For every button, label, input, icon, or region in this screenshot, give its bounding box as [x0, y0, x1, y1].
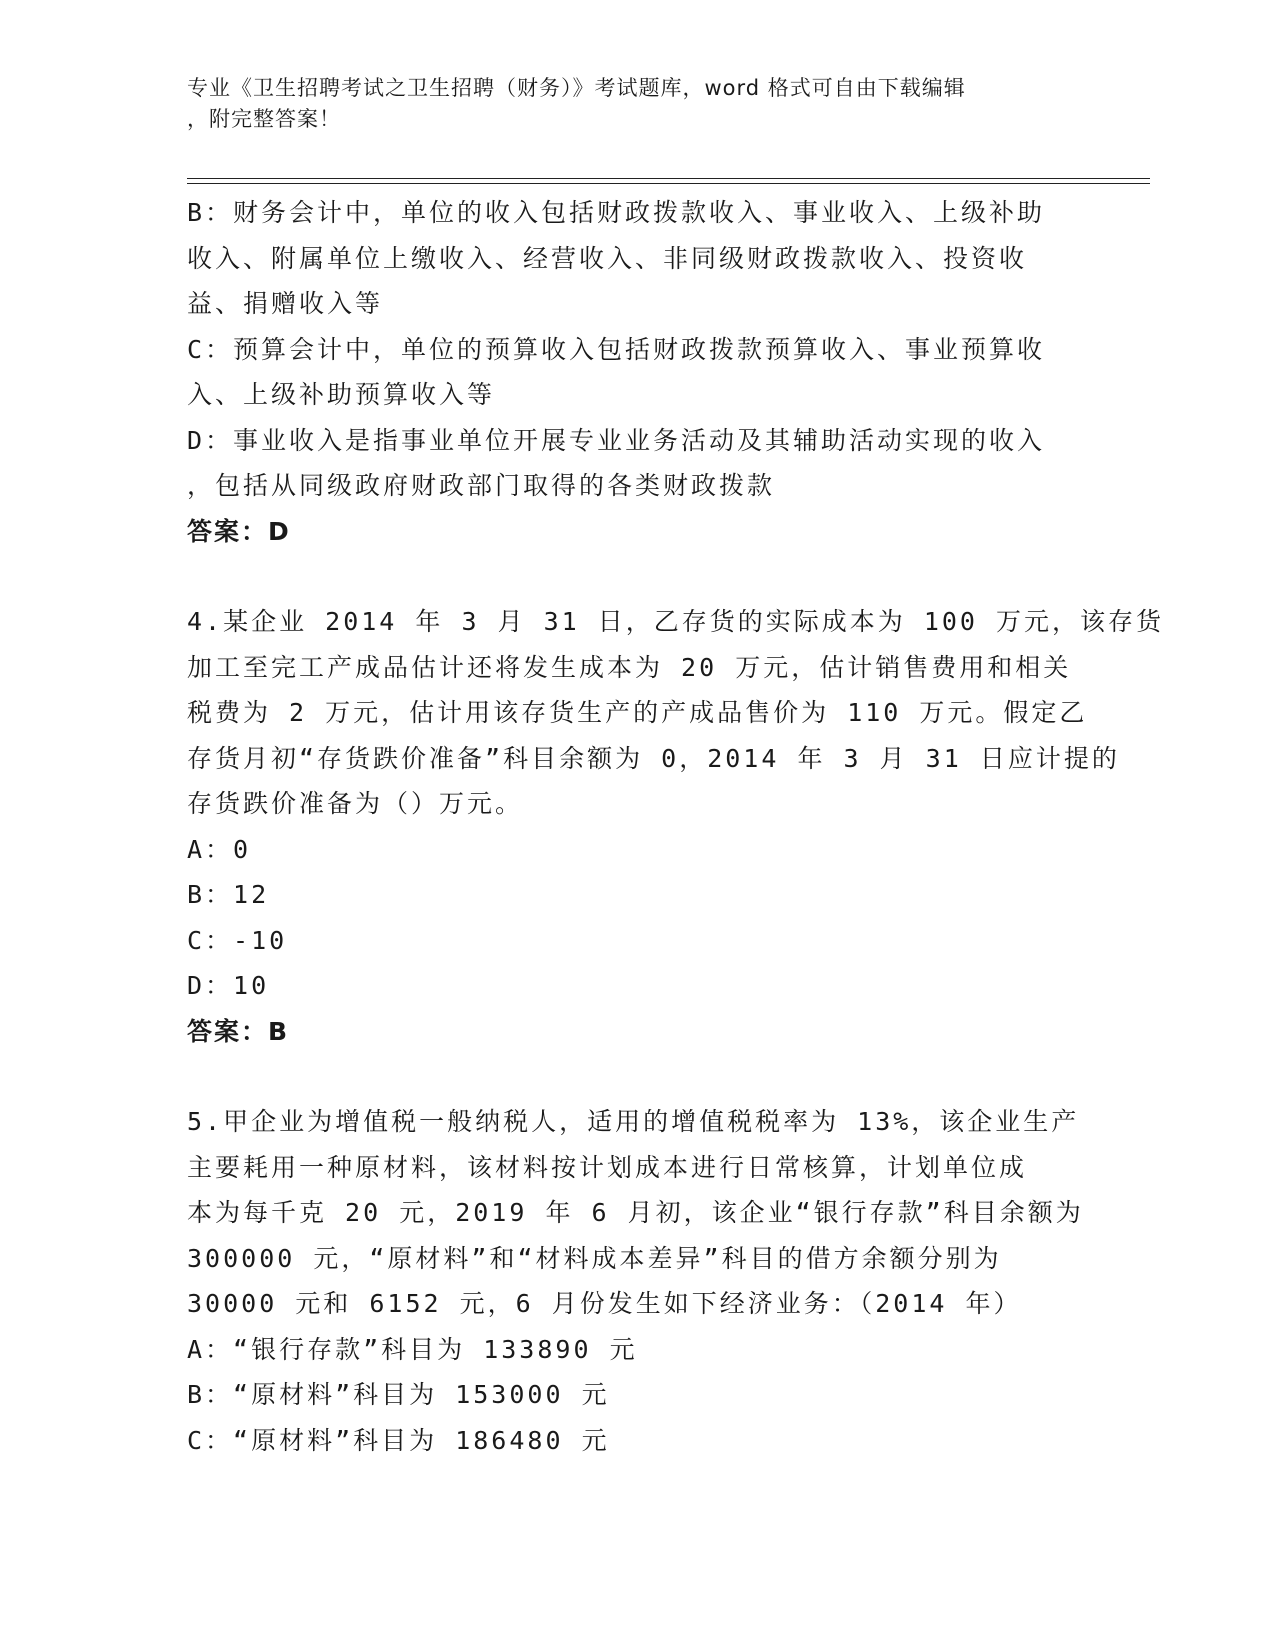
q5-stem-line: 30000 元和 6152 元，6 月份发生如下经济业务：（2014 年） [187, 1289, 1022, 1318]
q3-option-d-line: ，包括从同级政府财政部门取得的各类财政拨款 [187, 471, 776, 500]
question-content [187, 190, 1165, 1463]
q5-option-a: A：“银行存款”科目为 133890 元 [187, 1334, 638, 1364]
q3-option-b-line: B：财务会计中，单位的收入包括财政拨款收入、事业收入、上级补助 [187, 198, 1046, 227]
q3-option-b-line: 收入、附属单位上缴收入、经营收入、非同级财政拨款收入、投资收 [187, 243, 1028, 273]
q5-stem-line: 5.甲企业为增值税一般纳税人，适用的增值税税率为 13%，该企业生产 [187, 1107, 1080, 1136]
header-title-line-2: ，附完整答案！ [187, 107, 341, 131]
q4-answer: 答案：B [187, 1016, 290, 1046]
q3-option-c-line: C：预算会计中，单位的预算收入包括财政拨款预算收入、事业预算收 [187, 334, 1046, 364]
header-divider [187, 178, 1150, 184]
q4-stem [187, 599, 1165, 827]
q3-option-c-line: 入、上级补助预算收入等 [187, 380, 496, 409]
q3-option-b [187, 190, 1087, 327]
q3-option-c [187, 327, 1087, 418]
q5-option-b: B：“原材料”科目为 153000 元 [187, 1380, 610, 1409]
q3-option-d [187, 418, 1087, 509]
q4-option-c: C：-10 [187, 925, 288, 955]
q3-option-d-line: D：事业收入是指事业单位开展专业业务活动及其辅助活动实现的收入 [187, 425, 1046, 455]
q4-option-a: A：0 [187, 834, 252, 864]
page-header [187, 73, 1067, 135]
question-spacer [187, 554, 1087, 599]
q3-option-b-line: 益、捐赠收入等 [187, 289, 384, 318]
q4-stem-line: 加工至完工产成品估计还将发生成本为 20 万元，估计销售费用和相关 [187, 652, 1072, 682]
q4-stem-line: 存货月初“存货跌价准备”科目余额为 0，2014 年 3 月 31 日应计提的 [187, 743, 1120, 773]
question-spacer [187, 1054, 1087, 1099]
q4-stem-line: 4.某企业 2014 年 3 月 31 日，乙存货的实际成本为 100 万元，该存货 [187, 607, 1165, 636]
q4-stem-line: 存货跌价准备为（）万元。 [187, 789, 524, 818]
q4-option-b: B：12 [187, 880, 270, 909]
q5-stem [187, 1099, 1087, 1327]
q3-answer: 答案：D [187, 516, 291, 546]
q5-stem-line: 主要耗用一种原材料，该材料按计划成本进行日常核算，计划单位成 [187, 1152, 1028, 1182]
header-title-line-1: 专业《卫生招聘考试之卫生招聘（财务）》考试题库，word 格式可自由下载编辑 [187, 76, 966, 100]
q5-stem-line: 300000 元，“原材料”和“材料成本差异”科目的借方余额分别为 [187, 1243, 1002, 1273]
q5-option-c: C：“原材料”科目为 186480 元 [187, 1425, 610, 1455]
q4-stem-line: 税费为 2 万元，估计用该存货生产的产成品售价为 110 万元。假定乙 [187, 698, 1088, 727]
q4-option-d: D：10 [187, 971, 270, 1000]
q5-stem-line: 本为每千克 20 元，2019 年 6 月初，该企业“银行存款”科目余额为 [187, 1198, 1084, 1227]
